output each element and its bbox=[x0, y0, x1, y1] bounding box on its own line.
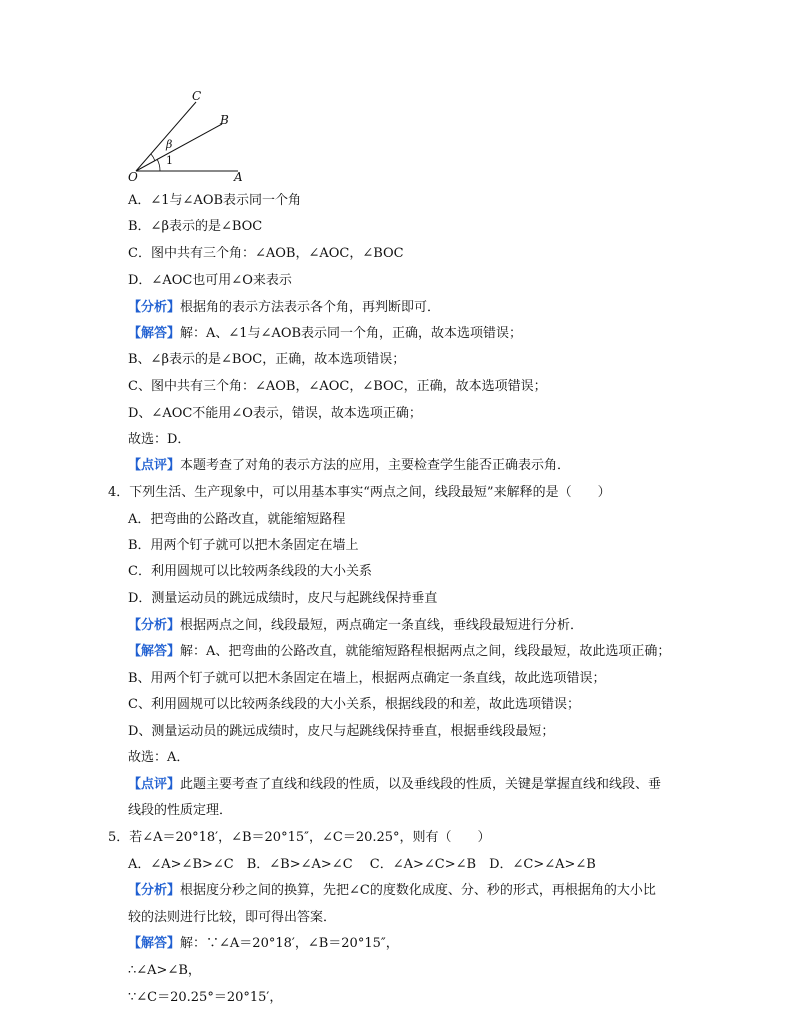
q3-solution-line-1 bbox=[128, 324, 522, 344]
label-1: 1 bbox=[166, 154, 173, 167]
q4-solution-line-3: C、利用圆规可以比较两条线段的大小关系，根据线段的和差，故此选项错误； bbox=[128, 697, 580, 712]
label-o: O bbox=[128, 170, 138, 184]
q5-options: A．∠A>∠B>∠C B．∠B>∠A>∠C C．∠A>∠C>∠B D．∠C>∠A>∠B bbox=[128, 857, 596, 872]
analysis-tag: 【分析】 bbox=[128, 883, 181, 898]
q4-solution-line-5: 故选：A． bbox=[128, 750, 190, 765]
q3-analysis bbox=[128, 298, 440, 318]
q4-stem: 4．下列生活、生产现象中，可以用基本事实“两点之间，线段最短”来解释的是（ ） bbox=[108, 485, 611, 500]
label-a: A bbox=[234, 170, 243, 184]
solution-tag: 【解答】 bbox=[128, 326, 181, 341]
q4-comment bbox=[128, 775, 661, 795]
ray-ob bbox=[136, 124, 222, 171]
solution-tag: 【解答】 bbox=[128, 644, 181, 659]
q3-comment bbox=[128, 456, 570, 476]
arc-angle-beta bbox=[151, 154, 155, 161]
analysis-text: 根据两点之间，线段最短，两点确定一条直线，垂线段最短进行分析． bbox=[180, 618, 584, 633]
q3-option-c: C．图中共有三个角：∠AOB，∠AOC，∠BOC bbox=[128, 246, 404, 261]
solution-text: 解：A、∠1与∠AOB表示同一个角，正确，故本选项错误； bbox=[180, 326, 523, 341]
comment-tag: 【点评】 bbox=[128, 458, 181, 473]
comment-tag: 【点评】 bbox=[128, 777, 181, 792]
q4-comment-cont: 线段的性质定理． bbox=[128, 803, 233, 818]
solution-text: 解：A、把弯曲的公路改直，就能缩短路程根据两点之间，线段最短，故此选项正确； bbox=[180, 644, 671, 659]
q3-solution-line-5: 故选：D． bbox=[128, 432, 191, 447]
q5-solution-line-1 bbox=[128, 934, 399, 954]
q5-solution-line-3: ∵∠C＝20.25°＝20°15′， bbox=[128, 990, 283, 1005]
arc-angle-1 bbox=[157, 159, 160, 171]
q4-analysis bbox=[128, 616, 583, 636]
analysis-text: 根据角的表示方法表示各个角，再判断即可． bbox=[180, 300, 441, 315]
q5-analysis-cont: 较的法则进行比较，即可得出答案． bbox=[128, 910, 337, 925]
q3-solution-line-3: C、图中共有三个角：∠AOB，∠AOC，∠BOC，正确，故本选项错误； bbox=[128, 379, 547, 394]
q5-analysis bbox=[128, 881, 656, 901]
analysis-tag: 【分析】 bbox=[128, 300, 181, 315]
q3-solution-line-4: D、∠AOC不能用∠O表示，错误，故本选项正确； bbox=[128, 406, 422, 421]
q5-stem: 5．若∠A＝20°18′，∠B＝20°15″，∠C＝20.25°，则有（ ） bbox=[108, 830, 491, 845]
q4-option-b: B．用两个钉子就可以把木条固定在墙上 bbox=[128, 538, 359, 553]
q3-solution-line-2: B、∠β表示的是∠BOC，正确，故本选项错误； bbox=[128, 352, 406, 367]
q4-option-c: C．利用圆规可以比较两条线段的大小关系 bbox=[128, 564, 372, 579]
label-beta: β bbox=[166, 138, 173, 151]
solution-tag: 【解答】 bbox=[128, 936, 181, 951]
q3-option-b: B．∠β表示的是∠BOC bbox=[128, 219, 263, 234]
q4-option-a: A．把弯曲的公路改直，就能缩短路程 bbox=[128, 512, 346, 527]
comment-text: 本题考查了对角的表示方法的应用，主要检查学生能否正确表示角． bbox=[180, 458, 571, 473]
comment-text: 此题主要考查了直线和线段的性质，以及垂线段的性质，关键是掌握直线和线段、垂 bbox=[180, 777, 662, 792]
analysis-text: 根据度分秒之间的换算，先把∠C的度数化成度、分、秒的形式，再根据角的大小比 bbox=[180, 883, 656, 898]
q3-option-a: A．∠1与∠AOB表示同一个角 bbox=[128, 193, 302, 208]
q4-option-d: D．测量运动员的跳远成绩时，皮尺与起跳线保持垂直 bbox=[128, 591, 438, 606]
analysis-tag: 【分析】 bbox=[128, 618, 181, 633]
q3-option-d: D．∠AOC也可用∠O来表示 bbox=[128, 273, 292, 288]
label-b: B bbox=[220, 113, 229, 127]
q4-solution-line-2: B、用两个钉子就可以把木条固定在墙上，根据两点确定一条直线，故此选项错误； bbox=[128, 671, 606, 686]
q4-solution-line-1 bbox=[128, 642, 670, 662]
q4-solution-line-4: D、测量运动员的跳远成绩时，皮尺与起跳线保持垂直，根据垂线段最短； bbox=[128, 724, 555, 739]
label-c: C bbox=[192, 89, 202, 103]
q5-solution-line-2: ∴∠A>∠B， bbox=[128, 963, 201, 978]
angle-figure bbox=[126, 86, 266, 186]
solution-text: 解：∵∠A＝20°18′，∠B＝20°15″， bbox=[180, 936, 399, 951]
